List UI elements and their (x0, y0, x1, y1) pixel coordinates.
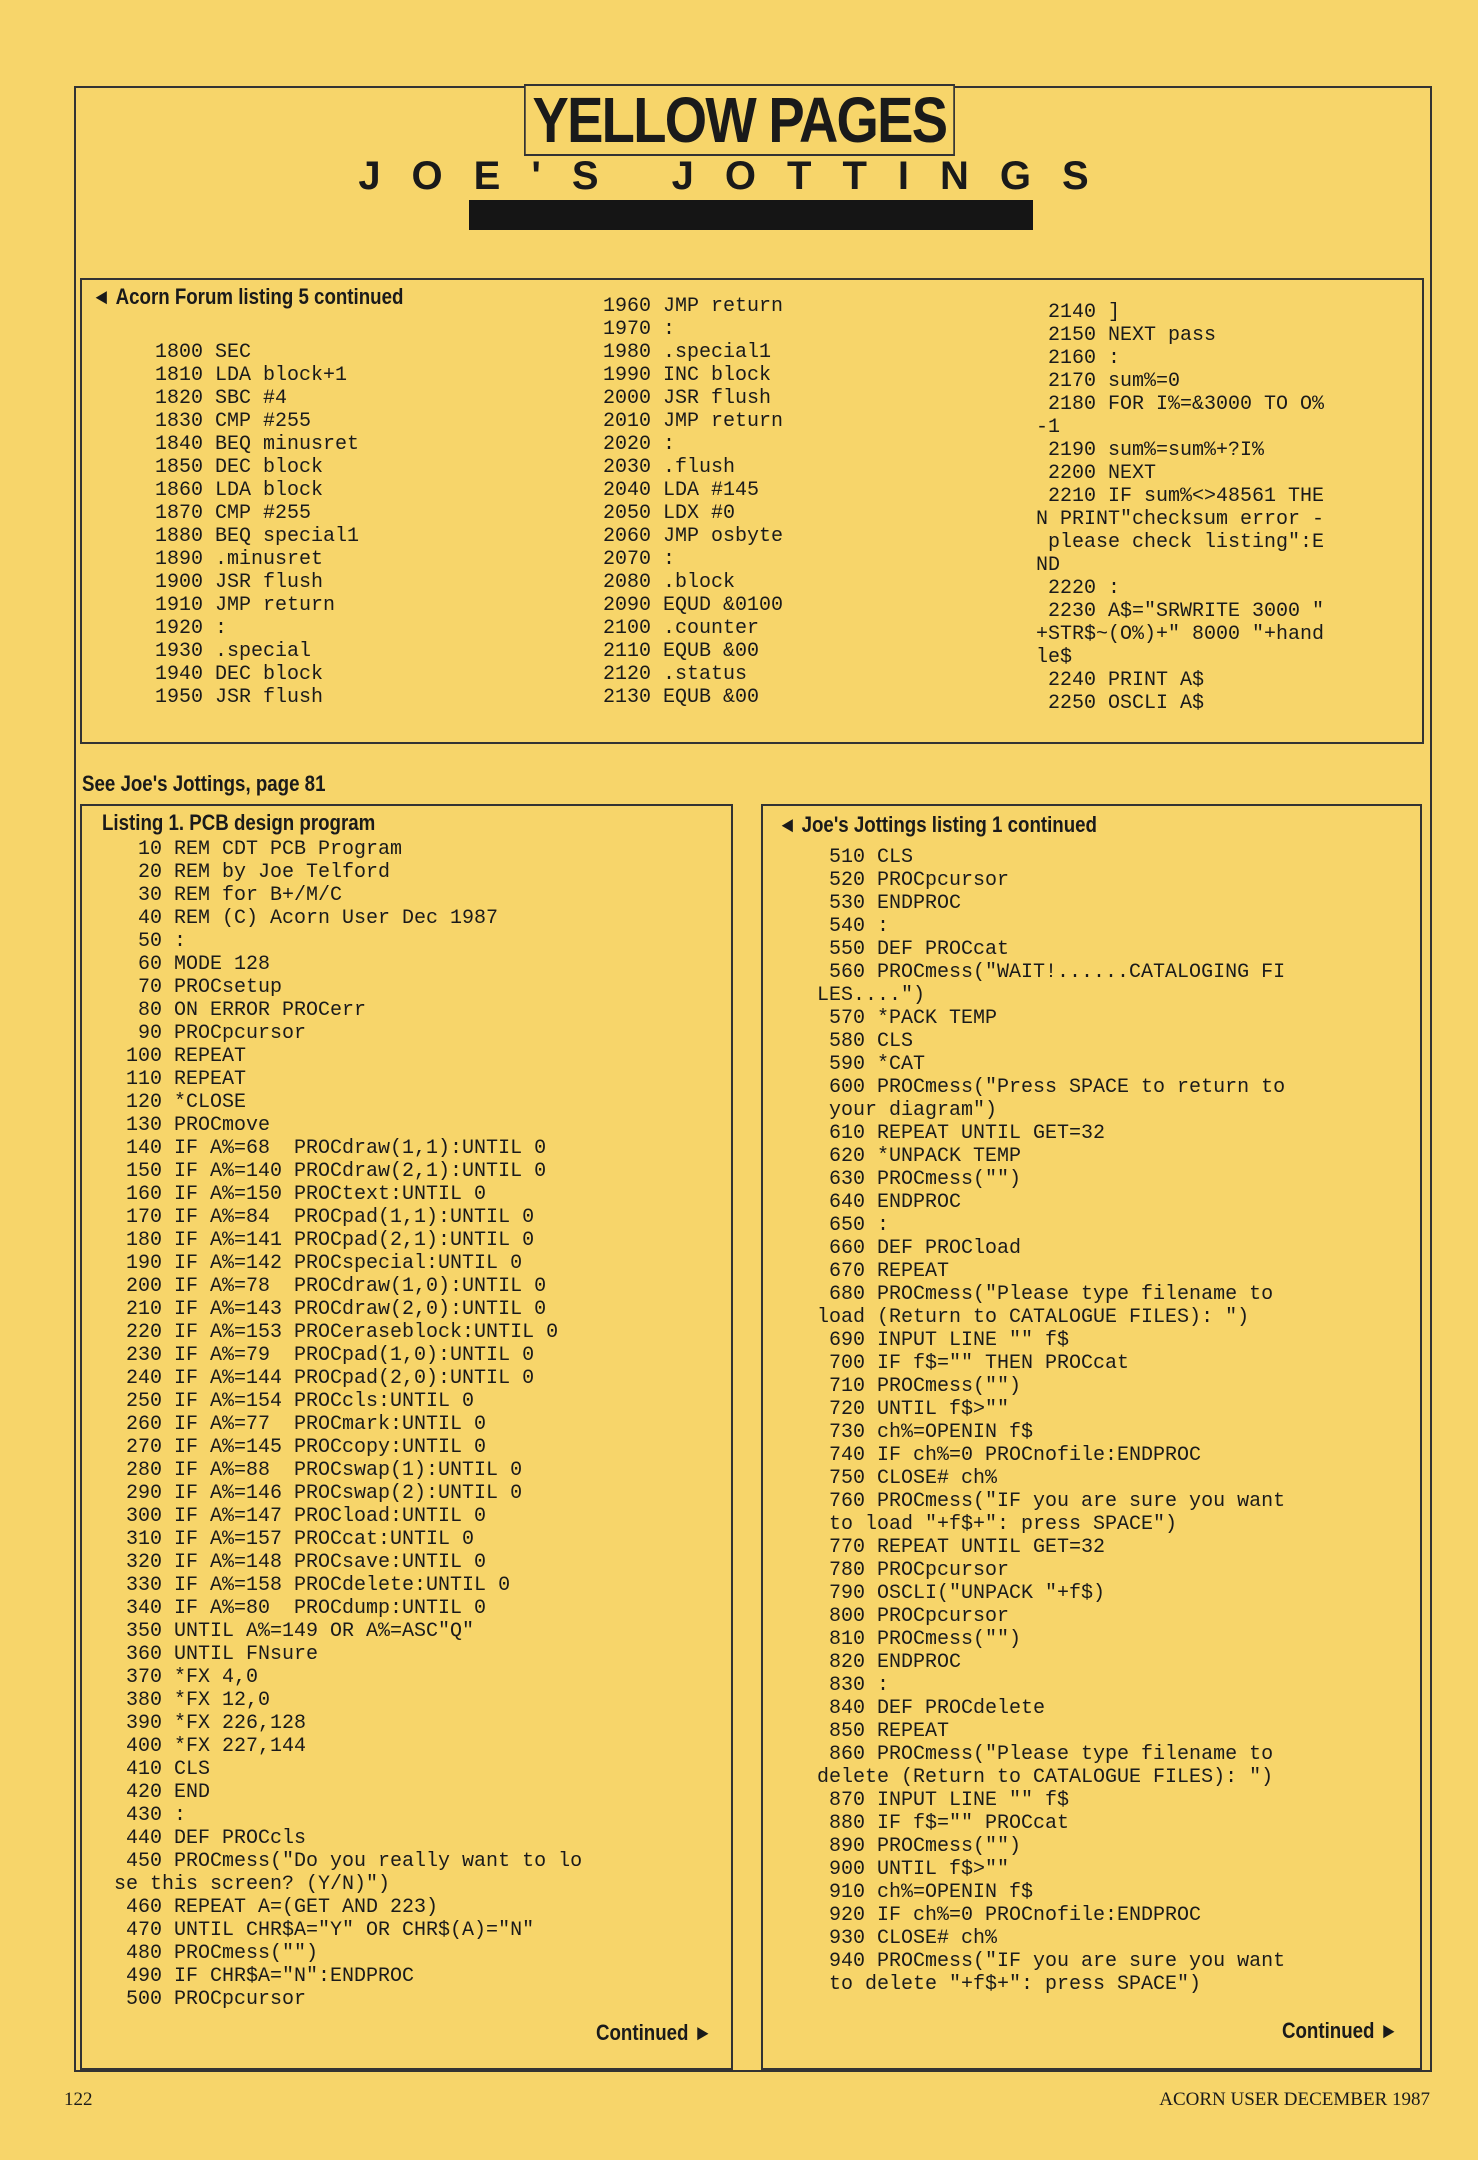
acorn-forum-heading-text: Acorn Forum listing 5 continued (115, 284, 404, 309)
acorn-forum-heading (92, 284, 403, 310)
masthead-title: YELLOW PAGES (524, 84, 955, 156)
listing1-heading: Listing 1. PCB design program (102, 810, 376, 835)
masthead-subtitle: JOE'S JOTTINGS (358, 154, 1120, 198)
listing1-code: 10 REM CDT PCB Program 20 REM by Joe Telford 30 REM for B+/M/C 40 REM (C) Acorn User Dec 1987 50 : 60 MODE 128 70 PROCsetup 80 ON ERROR PROCerr 90 PROCpcursor 100 REPEAT 110 REPEAT 120 *CLOSE 130 PROCmove 140 IF A%=68 PROCdraw(1,1):UNTIL 0 150 IF A%=140 PROCdraw(2,1):UNTIL 0 160 IF A%=150 PROCtext:UNTIL 0 170 IF A%=84 PROCpad(1,1):UNTIL 0 180 IF A%=141 PROCpad(2,1):UNTIL 0 190 IF A%=142 PROCspecial:UNTIL 0 200 IF A%=78 PROCdraw(1,0):UNTIL 0 210 IF A%=143 PROCdraw(2,0):UNTIL 0 220 IF A%=153 PROCeraseblock:UNTIL 0 230 IF A%=79 PROCpad(1,0):UNTIL 0 240 IF A%=144 PROCpad(2,0):UNTIL 0 250 IF A%=154 PROCcls:UNTIL 0 260 IF A%=77 PROCmark:UNTIL 0 270 IF A%=145 PROCcopy:UNTIL 0 280 IF A%=88 PROCswap(1):UNTIL 0 290 IF A%=146 PROCswap(2):UNTIL 0 300 IF A%=147 PROCload:UNTIL 0 310 IF A%=157 PROCcat:UNTIL 0 320 IF A%=148 PROCsave:UNTIL 0 330 IF A%=158 PROCdelete:UNTIL 0 340 IF A%=80 PROCdump:UNTIL 0 350 UNTIL A%=149 OR A%=ASC"Q" 360 UNTIL FNsure 370 *FX 4,0 380 *FX 12,0 390 *FX 226,128 400 *FX 227,144 410 CLS 420 END 430 : 440 DEF PROCcls 450 PROCmess("Do you really want to lo se this screen? (Y/N)") 460 REPEAT A=(GET AND 223) 470 UNTIL CHR$A="Y" OR CHR$(A)="N" 480 PROCmess("") 490 IF CHR$A="N":ENDPROC 500 PROCpcursor (114, 838, 583, 2011)
acorn-forum-col3: 2140 ] 2150 NEXT pass 2160 : 2170 sum%=0 2180 FOR I%=&3000 TO O% -1 2190 sum%=sum%+?I% 2200 NEXT 2210 IF sum%<>48561 THE N PRINT"checksum error - please check listing":E ND 2220 : 2230 A$="SRWRITE 3000 " +STR$~(O%)+" 8000 "+hand le$ 2240 PRINT A$ 2250 OSCLI A$ (1036, 301, 1325, 715)
arrow-left-icon: ◄ (92, 284, 111, 309)
listing1-continued: Continued ► (596, 2020, 713, 2045)
masthead (0, 84, 1478, 156)
listing1-cont-code: 510 CLS 520 PROCpcursor 530 ENDPROC 540 : 550 DEF PROCcat 560 PROCmess("WAIT!......CATALOGING FI LES....") 570 *PACK TEMP 580 CLS 590 *CAT 600 PROCmess("Press SPACE to return to your diagram") 610 REPEAT UNTIL GET=32 620 *UNPACK TEMP 630 PROCmess("") 640 ENDPROC 650 : 660 DEF PROCload 670 REPEAT 680 PROCmess("Please type filename to load (Return to CATALOGUE FILES): ") 690 INPUT LINE "" f$ 700 IF f$="" THEN PROCcat 710 PROCmess("") 720 UNTIL f$>"" 730 ch%=OPENIN f$ 740 IF ch%=0 PROCnofile:ENDPROC 750 CLOSE# ch% 760 PROCmess("IF you are sure you want to load "+f$+": press SPACE") 770 REPEAT UNTIL GET=32 780 PROCpcursor 790 OSCLI("UNPACK "+f$) 800 PROCpcursor 810 PROCmess("") 820 ENDPROC 830 : 840 DEF PROCdelete 850 REPEAT 860 PROCmess("Please type filename to delete (Return to CATALOGUE FILES): ") 870 INPUT LINE "" f$ 880 IF f$="" PROCcat 890 PROCmess("") 900 UNTIL f$>"" 910 ch%=OPENIN f$ 920 IF ch%=0 PROCnofile:ENDPROC 930 CLOSE# ch% 940 PROCmess("IF you are sure you want to delete "+f$+": press SPACE") (817, 846, 1286, 1996)
acorn-forum-col1: 1800 SEC 1810 LDA block+1 1820 SBC #4 1830 CMP #255 1840 BEQ minusret 1850 DEC block 1860 LDA block 1870 CMP #255 1880 BEQ special1 1890 .minusret 1900 JSR flush 1910 JMP return 1920 : 1930 .special 1940 DEC block 1950 JSR flush (155, 341, 360, 709)
publication-footer: ACORN USER DECEMBER 1987 (1159, 2089, 1430, 2110)
listing1-cont-heading (778, 812, 1097, 838)
masthead-bar (469, 200, 1033, 230)
see-also-text: See Joe's Jottings, page 81 (82, 771, 326, 796)
arrow-left-icon: ◄ (778, 812, 797, 837)
listing1-cont-heading-text: Joe's Jottings listing 1 continued (801, 812, 1097, 837)
listing1-cont-continued: Continued ► (1282, 2018, 1399, 2043)
acorn-forum-col2: 1960 JMP return 1970 : 1980 .special1 1990 INC block 2000 JSR flush 2010 JMP return 2020 : 2030 .flush 2040 LDA #145 2050 LDX #0 2060 JMP osbyte 2070 : 2080 .block 2090 EQUD &0100 2100 .counter 2110 EQUB &00 2120 .status 2130 EQUB &00 (603, 295, 784, 709)
page-number: 122 (64, 2089, 93, 2110)
